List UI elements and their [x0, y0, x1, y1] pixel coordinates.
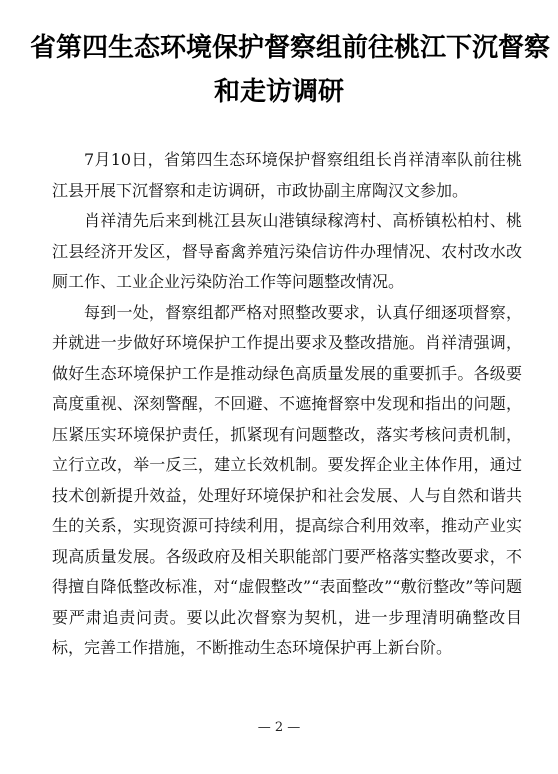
title-line-2: 和走访调研: [213, 77, 344, 107]
article-body: [52, 145, 522, 664]
paragraph-3: 每到一处，督察组都严格对照整改要求，认真仔细逐项督察，并就进一步做好环境保护工作提出要求及整改措施。肖祥清强调，做好生态环境保护工作是推动绿色高质量发展的重要抓手。各级要高度重视、深刻警醒，不回避、不遮掩督察中发现和指出的问题，压紧压实环境保护责任，抓紧现有问题整改，落实考核问责机制，立行立改，举一反三，建立长效机制。要发挥企业主体作用，通过技术创新提升效益，处理好环境保护和社会发展、人与自然和谐共生的关系，实现资源可持续利用，提高综合利用效率，推动产业实现高质量发展。各级政府及相关职能部门要严格落实整改要求，不得擅自降低整改标准，对“虚假整改”“表面整改”“敷衍整改”等问题要严肃追责问责。要以此次督察为契机，进一步理清明确整改目标，完善工作措施，不断推动生态环境保护再上新台阶。: [52, 302, 522, 657]
page-number: — 2 —: [257, 720, 301, 735]
document-title: [30, 26, 551, 114]
paragraph-2: 肖祥清先后来到桃江县灰山港镇绿稼湾村、高桥镇松柏村、桃江县经济开发区，督导畜禽养殖污染信访件办理情况、农村改水改厕工作、工业企业污染防治工作等问题整改情况。: [52, 211, 522, 291]
title-line-1: 省第四生态环境保护督察组前往桃江下沉督察: [30, 33, 551, 63]
paragraph-1: 7月10日，省第四生态环境保护督察组组长肖祥清率队前往桃江县开展下沉督察和走访调研，市政协副主席陶汉文参加。: [52, 150, 522, 200]
